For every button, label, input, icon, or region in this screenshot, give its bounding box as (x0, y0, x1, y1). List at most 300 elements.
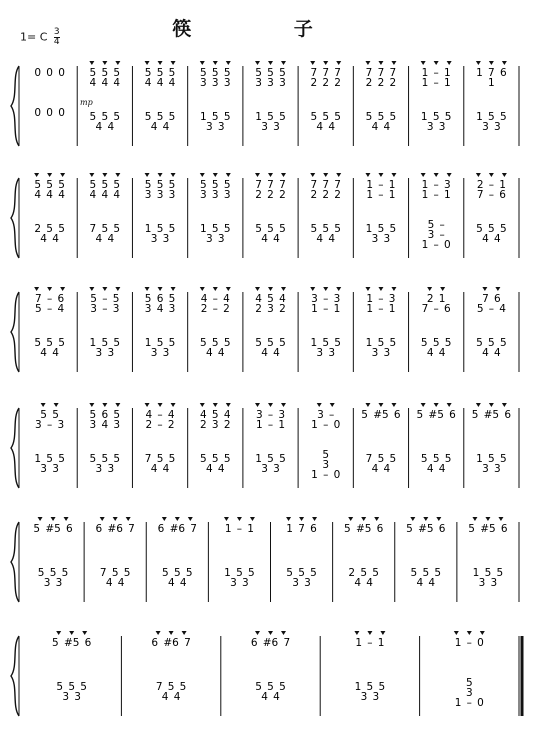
note-row-lower: 7 5 5 (89, 223, 121, 235)
note-row-lower: 1 5 5 (476, 111, 507, 123)
note-row-lower: 7 5 5 (365, 453, 397, 465)
note-row-lower: 1 5 5 (365, 223, 397, 235)
note-row-lower: 1 5 5 (255, 453, 286, 465)
accent-mark (268, 173, 273, 177)
note-row-lower: 4 4 (95, 233, 115, 245)
accent-mark (336, 173, 341, 177)
note-row-upper: 5 5 5 (255, 67, 286, 79)
note-row-upper: 6 #6 7 (151, 637, 191, 649)
note-row-upper: 2 2 2 (310, 77, 341, 89)
accent-mark (378, 287, 383, 291)
accent-mark (447, 403, 452, 407)
accent-mark (171, 287, 176, 291)
note-row-lower: 1 5 5 (224, 567, 255, 579)
note-row-upper: 3 – 3 (35, 419, 65, 431)
accent-mark (162, 517, 167, 521)
note-row-upper: 7 7 7 (255, 179, 286, 191)
note-row-upper: 2 2 2 (365, 77, 397, 89)
note-row-lower: 3 3 (230, 577, 249, 589)
accent-mark (102, 403, 107, 407)
note-row-upper: 2 – 2 (200, 303, 230, 315)
brace (11, 522, 19, 602)
system-2 (11, 173, 519, 258)
note-row-lower: 5 5 5 (37, 567, 69, 579)
note-row-lower: 4 4 (105, 577, 125, 589)
note-row-lower: 4 4 (426, 347, 446, 359)
note-row-lower: 1 – 0 (311, 469, 341, 481)
dynamic-mark-mp: mp (80, 98, 93, 107)
note-row-upper: 2 2 2 (310, 189, 341, 201)
system-5 (11, 517, 519, 602)
note-row-lower: 4 4 (205, 347, 225, 359)
accent-mark (200, 61, 205, 65)
accent-mark (200, 287, 205, 291)
accent-mark (255, 61, 260, 65)
note-row-lower: 3 3 (62, 691, 82, 703)
accent-mark (421, 61, 426, 65)
accent-mark (38, 517, 43, 521)
note-row-upper: 5 5 5 (200, 179, 231, 191)
note-row-lower: 7 5 5 (144, 453, 176, 465)
note-row-upper: 1 – 3 (366, 293, 396, 305)
note-row-lower: 3 3 (95, 463, 115, 475)
note-row-upper: 1 – 1 (421, 67, 451, 79)
accent-mark (281, 631, 286, 635)
note-row-lower: 1 5 5 (476, 453, 507, 465)
accent-mark (268, 403, 273, 407)
accent-mark (391, 61, 396, 65)
accent-mark (365, 287, 370, 291)
note-row-upper: 4 4 4 (89, 77, 121, 89)
note-row-upper: 2 – 2 (145, 419, 175, 431)
note-row-upper: 4 – 4 (200, 293, 230, 305)
note-row-lower: 5 5 5 (162, 567, 193, 579)
accent-mark (89, 173, 94, 177)
note-row-lower: 3 3 (316, 347, 336, 359)
accent-mark (391, 287, 396, 291)
note-row-upper: 5 5 5 (89, 67, 121, 79)
note-row-upper: 1 – 1 (421, 189, 451, 201)
note-row-upper: 5 #5 6 (344, 523, 384, 535)
accent-mark (102, 287, 107, 291)
note-row-upper: 5 #5 6 (33, 523, 73, 535)
note-row-upper: 2 2 2 (255, 189, 286, 201)
note-row-lower: 3 3 (478, 577, 498, 589)
accent-mark (255, 173, 260, 177)
accent-mark (476, 173, 481, 177)
accent-mark (158, 173, 163, 177)
accent-mark (281, 173, 286, 177)
accent-mark (467, 631, 472, 635)
note-row-lower: 4 4 (482, 347, 501, 359)
page-title: 筷 子 (172, 18, 361, 40)
note-row-upper: 5 – 4 (35, 303, 65, 315)
note-row-lower: 1 5 5 (200, 223, 231, 235)
accent-mark (489, 61, 494, 65)
accent-mark (310, 61, 315, 65)
accent-mark (250, 517, 255, 521)
note-row-lower: 3 3 (261, 463, 280, 475)
accent-mark (480, 631, 485, 635)
note-row-upper: 1 7 6 (286, 523, 317, 535)
accent-mark (365, 61, 370, 65)
note-row-lower: 4 4 (416, 577, 436, 589)
note-row-lower: 4 4 (150, 121, 170, 133)
note-row-lower: 3 3 (482, 121, 501, 133)
accent-mark (421, 173, 426, 177)
accent-mark (200, 403, 205, 407)
note-row-lower: 4 4 (205, 463, 225, 475)
accent-mark (213, 287, 218, 291)
note-row-lower: 3 3 (43, 577, 63, 589)
note-row-upper: 3 – 3 (255, 409, 286, 421)
note-row-lower: 4 4 (150, 463, 170, 475)
note-row-lower: 3 (465, 687, 473, 699)
accent-mark (323, 61, 328, 65)
accent-mark (226, 287, 231, 291)
accent-mark (182, 631, 187, 635)
accent-mark (115, 173, 120, 177)
accent-mark (56, 631, 61, 635)
note-row-upper: 3 3 3 (255, 77, 286, 89)
note-row-lower: 5 5 5 (476, 223, 507, 235)
accent-mark (365, 173, 370, 177)
note-row-lower: 5 5 5 (89, 111, 121, 123)
time-sig-bottom: 4 (53, 37, 60, 47)
brace (11, 292, 19, 372)
accent-mark (281, 61, 286, 65)
note-row-lower: 3 (322, 459, 330, 471)
note-row-upper: 2 3 2 (255, 303, 286, 315)
accent-mark (268, 61, 273, 65)
note-row-upper: 2 3 2 (200, 419, 231, 431)
accent-mark (226, 403, 231, 407)
accent-mark (310, 287, 315, 291)
note-row-lower: 5 5 5 (420, 337, 452, 349)
note-row-lower: 5 5 5 (420, 453, 452, 465)
note-row-lower: 4 4 (426, 463, 446, 475)
note-row-lower: 3 3 (426, 121, 446, 133)
note-row-upper: 3 3 3 (144, 189, 176, 201)
note-row-upper: 5 5 5 (34, 179, 65, 191)
accent-mark (102, 61, 107, 65)
note-row-lower: 7 5 5 (155, 681, 187, 693)
note-row-upper: 1 – 1 (366, 189, 396, 201)
accent-mark (434, 403, 439, 407)
note-row-lower: 4 4 (354, 577, 373, 589)
accent-mark (102, 173, 107, 177)
note-row-upper: 0 0 0 (34, 67, 65, 79)
accent-mark (427, 287, 432, 291)
accent-mark (281, 287, 286, 291)
accent-mark (158, 287, 163, 291)
accent-mark (476, 61, 481, 65)
accent-mark (100, 517, 105, 521)
accent-mark (330, 403, 335, 407)
note-row-upper: 7 – 6 (476, 189, 506, 201)
accent-mark (60, 287, 65, 291)
note-row-lower: 3 3 (482, 463, 501, 475)
note-row-lower: 4 4 (161, 691, 181, 703)
accent-mark (374, 517, 379, 521)
note-row-upper: 1 – 1 (255, 419, 286, 431)
note-row-lower: 4 4 (168, 577, 187, 589)
system-1 (11, 61, 519, 146)
accent-mark (317, 403, 322, 407)
accent-mark (156, 631, 161, 635)
accent-mark (60, 173, 65, 177)
accent-mark (299, 517, 304, 521)
accent-mark (115, 287, 120, 291)
note-row-upper: 7 7 7 (310, 67, 341, 79)
accent-mark (115, 403, 120, 407)
note-row-upper: 5 – 4 (476, 303, 506, 315)
accent-mark (69, 631, 74, 635)
accent-mark (489, 173, 494, 177)
accent-mark (312, 517, 317, 521)
note-row-upper: 1 – 0 (454, 637, 484, 649)
note-row-upper: 4 – 4 (145, 409, 175, 421)
accent-mark (447, 173, 452, 177)
note-row-lower: 3 3 (261, 121, 280, 133)
accent-mark (115, 61, 120, 65)
note-row-upper: 5 #5 6 (361, 409, 401, 421)
note-row-lower: 4 4 (482, 233, 501, 245)
note-row-upper: 1 – 1 (311, 303, 341, 315)
accent-mark (502, 403, 507, 407)
accent-mark (336, 61, 341, 65)
note-row-upper: 6 #6 7 (250, 637, 291, 649)
accent-mark (34, 287, 39, 291)
note-row-lower: 3 3 (292, 577, 311, 589)
note-row-upper: 5 #5 6 (468, 523, 508, 535)
note-row-upper: 3 3 3 (200, 77, 231, 89)
note-row-upper: 6 #6 7 (95, 523, 135, 535)
note-row-upper: 2 – 1 (476, 179, 506, 191)
accent-mark (423, 517, 428, 521)
note-row-upper: 6 #6 7 (157, 523, 197, 535)
accent-mark (64, 517, 69, 521)
note-row-upper: 5 6 5 (144, 293, 176, 305)
note-row-lower: 4 4 (40, 347, 59, 359)
note-row-lower: 3 3 (371, 347, 391, 359)
accent-mark (213, 403, 218, 407)
accent-mark (145, 403, 150, 407)
accent-mark (54, 403, 59, 407)
accent-mark (224, 517, 229, 521)
accent-mark (41, 403, 46, 407)
note-row-lower: 4 4 (261, 233, 280, 245)
accent-mark (158, 403, 163, 407)
note-row-upper: 7 7 7 (365, 67, 397, 79)
note-row-lower: 3 3 (150, 347, 170, 359)
note-row-lower: 5 5 5 (144, 111, 176, 123)
time-sig-top: 3 (53, 27, 60, 37)
note-row-upper: 5 6 5 (89, 409, 121, 421)
accent-mark (502, 173, 507, 177)
note-row-lower: 4 4 (95, 121, 115, 133)
note-row-lower: 3 – (427, 229, 445, 241)
note-row-upper: 4 4 4 (89, 189, 121, 201)
note-row-upper: 4 5 4 (200, 409, 231, 421)
accent-mark (213, 173, 218, 177)
accent-mark (145, 173, 150, 177)
note-row-upper: 5 #5 6 (406, 523, 446, 535)
note-row-upper: 5 5 5 (144, 179, 176, 191)
accent-mark (255, 631, 260, 635)
note-row-lower: 5 5 5 (410, 567, 442, 579)
note-row-upper: 7 – 6 (421, 303, 451, 315)
note-row-upper: 3 – 3 (311, 293, 341, 305)
note-row-lower: 2 5 5 (34, 223, 65, 235)
note-row-lower: 5 (322, 449, 330, 461)
note-row-upper: 3 – 3 (90, 303, 120, 315)
note-row-upper: 5 – 5 (90, 293, 120, 305)
note-row-upper: 3 3 3 (200, 189, 231, 201)
note-row-upper: 1 – 1 (355, 637, 385, 649)
accent-mark (421, 403, 426, 407)
accent-mark (171, 61, 176, 65)
note-row-lower: 4 4 (261, 347, 280, 359)
accent-mark (482, 287, 487, 291)
accent-mark (310, 173, 315, 177)
accent-mark (367, 631, 372, 635)
accent-mark (286, 517, 291, 521)
note-row-upper: 1 – 3 (421, 179, 451, 191)
note-row-lower: 3 3 (150, 233, 170, 245)
note-row-lower: 5 5 5 (255, 681, 286, 693)
accent-mark (378, 173, 383, 177)
note-row-lower: 4 4 (371, 463, 391, 475)
accent-mark (378, 403, 383, 407)
accent-mark (175, 517, 180, 521)
note-row-lower: 2 5 5 (348, 567, 379, 579)
system-6 (11, 631, 522, 716)
accent-mark (169, 631, 174, 635)
note-row-lower: 7 5 5 (99, 567, 131, 579)
note-row-upper: 3 4 3 (89, 419, 121, 431)
note-row-lower: 5 5 5 (310, 111, 341, 123)
note-row-lower: 5 5 5 (476, 337, 507, 349)
accent-mark (440, 287, 445, 291)
note-row-upper: 1 – 0 (311, 419, 341, 431)
note-row-upper: 2 1 (426, 293, 446, 305)
brace (11, 178, 19, 258)
accent-mark (323, 173, 328, 177)
note-row-lower: 3 3 (360, 691, 380, 703)
accent-mark (391, 173, 396, 177)
note-row-lower: 1 5 5 (144, 337, 176, 349)
accent-mark (434, 173, 439, 177)
accent-mark (89, 287, 94, 291)
note-row-upper: 1 – 1 (366, 303, 396, 315)
note-row-upper: 3 – (317, 409, 335, 421)
accent-mark (145, 287, 150, 291)
note-row-upper: 7 – 6 (35, 293, 65, 305)
accent-mark (354, 631, 359, 635)
note-row-upper: 5 5 5 (144, 67, 176, 79)
note-row-lower: 4 4 (40, 233, 59, 245)
accent-mark (226, 61, 231, 65)
note-row-upper: 7 6 (482, 293, 501, 305)
note-row-lower: 4 4 (316, 233, 336, 245)
accent-mark (410, 517, 415, 521)
note-row-upper: 5 #5 6 (471, 409, 512, 421)
note-row-upper: 1 (488, 77, 495, 89)
note-row-lower: 5 5 5 (89, 453, 121, 465)
note-row-lower: 3 3 (40, 463, 59, 475)
note-row-lower: 5 5 5 (286, 567, 317, 579)
accent-mark (323, 287, 328, 291)
note-row-upper: 5 #5 6 (416, 409, 456, 421)
note-row-lower: 0 0 0 (34, 107, 65, 119)
accent-mark (47, 287, 52, 291)
note-row-lower: 1 5 5 (472, 567, 504, 579)
accent-mark (281, 403, 286, 407)
accent-mark (188, 517, 193, 521)
note-row-lower: 1 5 5 (365, 337, 397, 349)
note-row-lower: 1 5 5 (89, 337, 121, 349)
accent-mark (268, 631, 273, 635)
note-row-upper: 4 5 4 (255, 293, 286, 305)
note-row-upper: 1 7 6 (476, 67, 507, 79)
accent-mark (454, 631, 459, 635)
accent-mark (268, 287, 273, 291)
accent-mark (34, 173, 39, 177)
note-row-lower: 1 5 5 (255, 111, 286, 123)
system-3 (11, 287, 519, 372)
note-row-lower: 3 3 (95, 347, 115, 359)
note-row-lower: 3 3 (205, 121, 225, 133)
note-row-upper: 1 – 1 (366, 179, 396, 191)
note-row-lower: 5 5 5 (56, 681, 87, 693)
note-row-lower: 5 5 5 (200, 453, 231, 465)
note-row-lower: 1 – 0 (454, 697, 484, 709)
accent-mark (365, 403, 370, 407)
note-row-upper: 4 4 4 (34, 189, 65, 201)
note-row-lower: 5 (465, 677, 473, 689)
note-row-lower: 1 – 0 (421, 239, 451, 251)
accent-mark (171, 173, 176, 177)
key-label: 1= C (20, 30, 48, 44)
accent-mark (126, 517, 131, 521)
accent-mark (145, 61, 150, 65)
note-row-lower: 4 4 (261, 691, 280, 703)
accent-mark (255, 403, 260, 407)
note-row-lower: 1 5 5 (200, 111, 231, 123)
note-row-lower: 5 5 5 (255, 223, 286, 235)
note-row-upper: 5 5 5 (200, 67, 231, 79)
accent-mark (436, 517, 441, 521)
note-row-lower: 1 5 5 (354, 681, 386, 693)
accent-mark (213, 61, 218, 65)
accent-mark (336, 287, 341, 291)
note-row-lower: 5 5 5 (200, 337, 231, 349)
note-row-upper: 5 #5 6 (52, 637, 92, 649)
note-row-upper: 1 – 1 (224, 523, 254, 535)
accent-mark (447, 61, 452, 65)
note-row-upper: 3 4 3 (144, 303, 176, 315)
accent-mark (361, 517, 366, 521)
accent-mark (378, 61, 383, 65)
note-row-lower: 3 3 (371, 233, 391, 245)
accent-mark (502, 61, 507, 65)
accent-mark (89, 61, 94, 65)
accent-mark (89, 403, 94, 407)
accent-mark (113, 517, 118, 521)
note-row-lower: 3 3 (205, 233, 225, 245)
note-row-lower: 1 5 5 (34, 453, 65, 465)
